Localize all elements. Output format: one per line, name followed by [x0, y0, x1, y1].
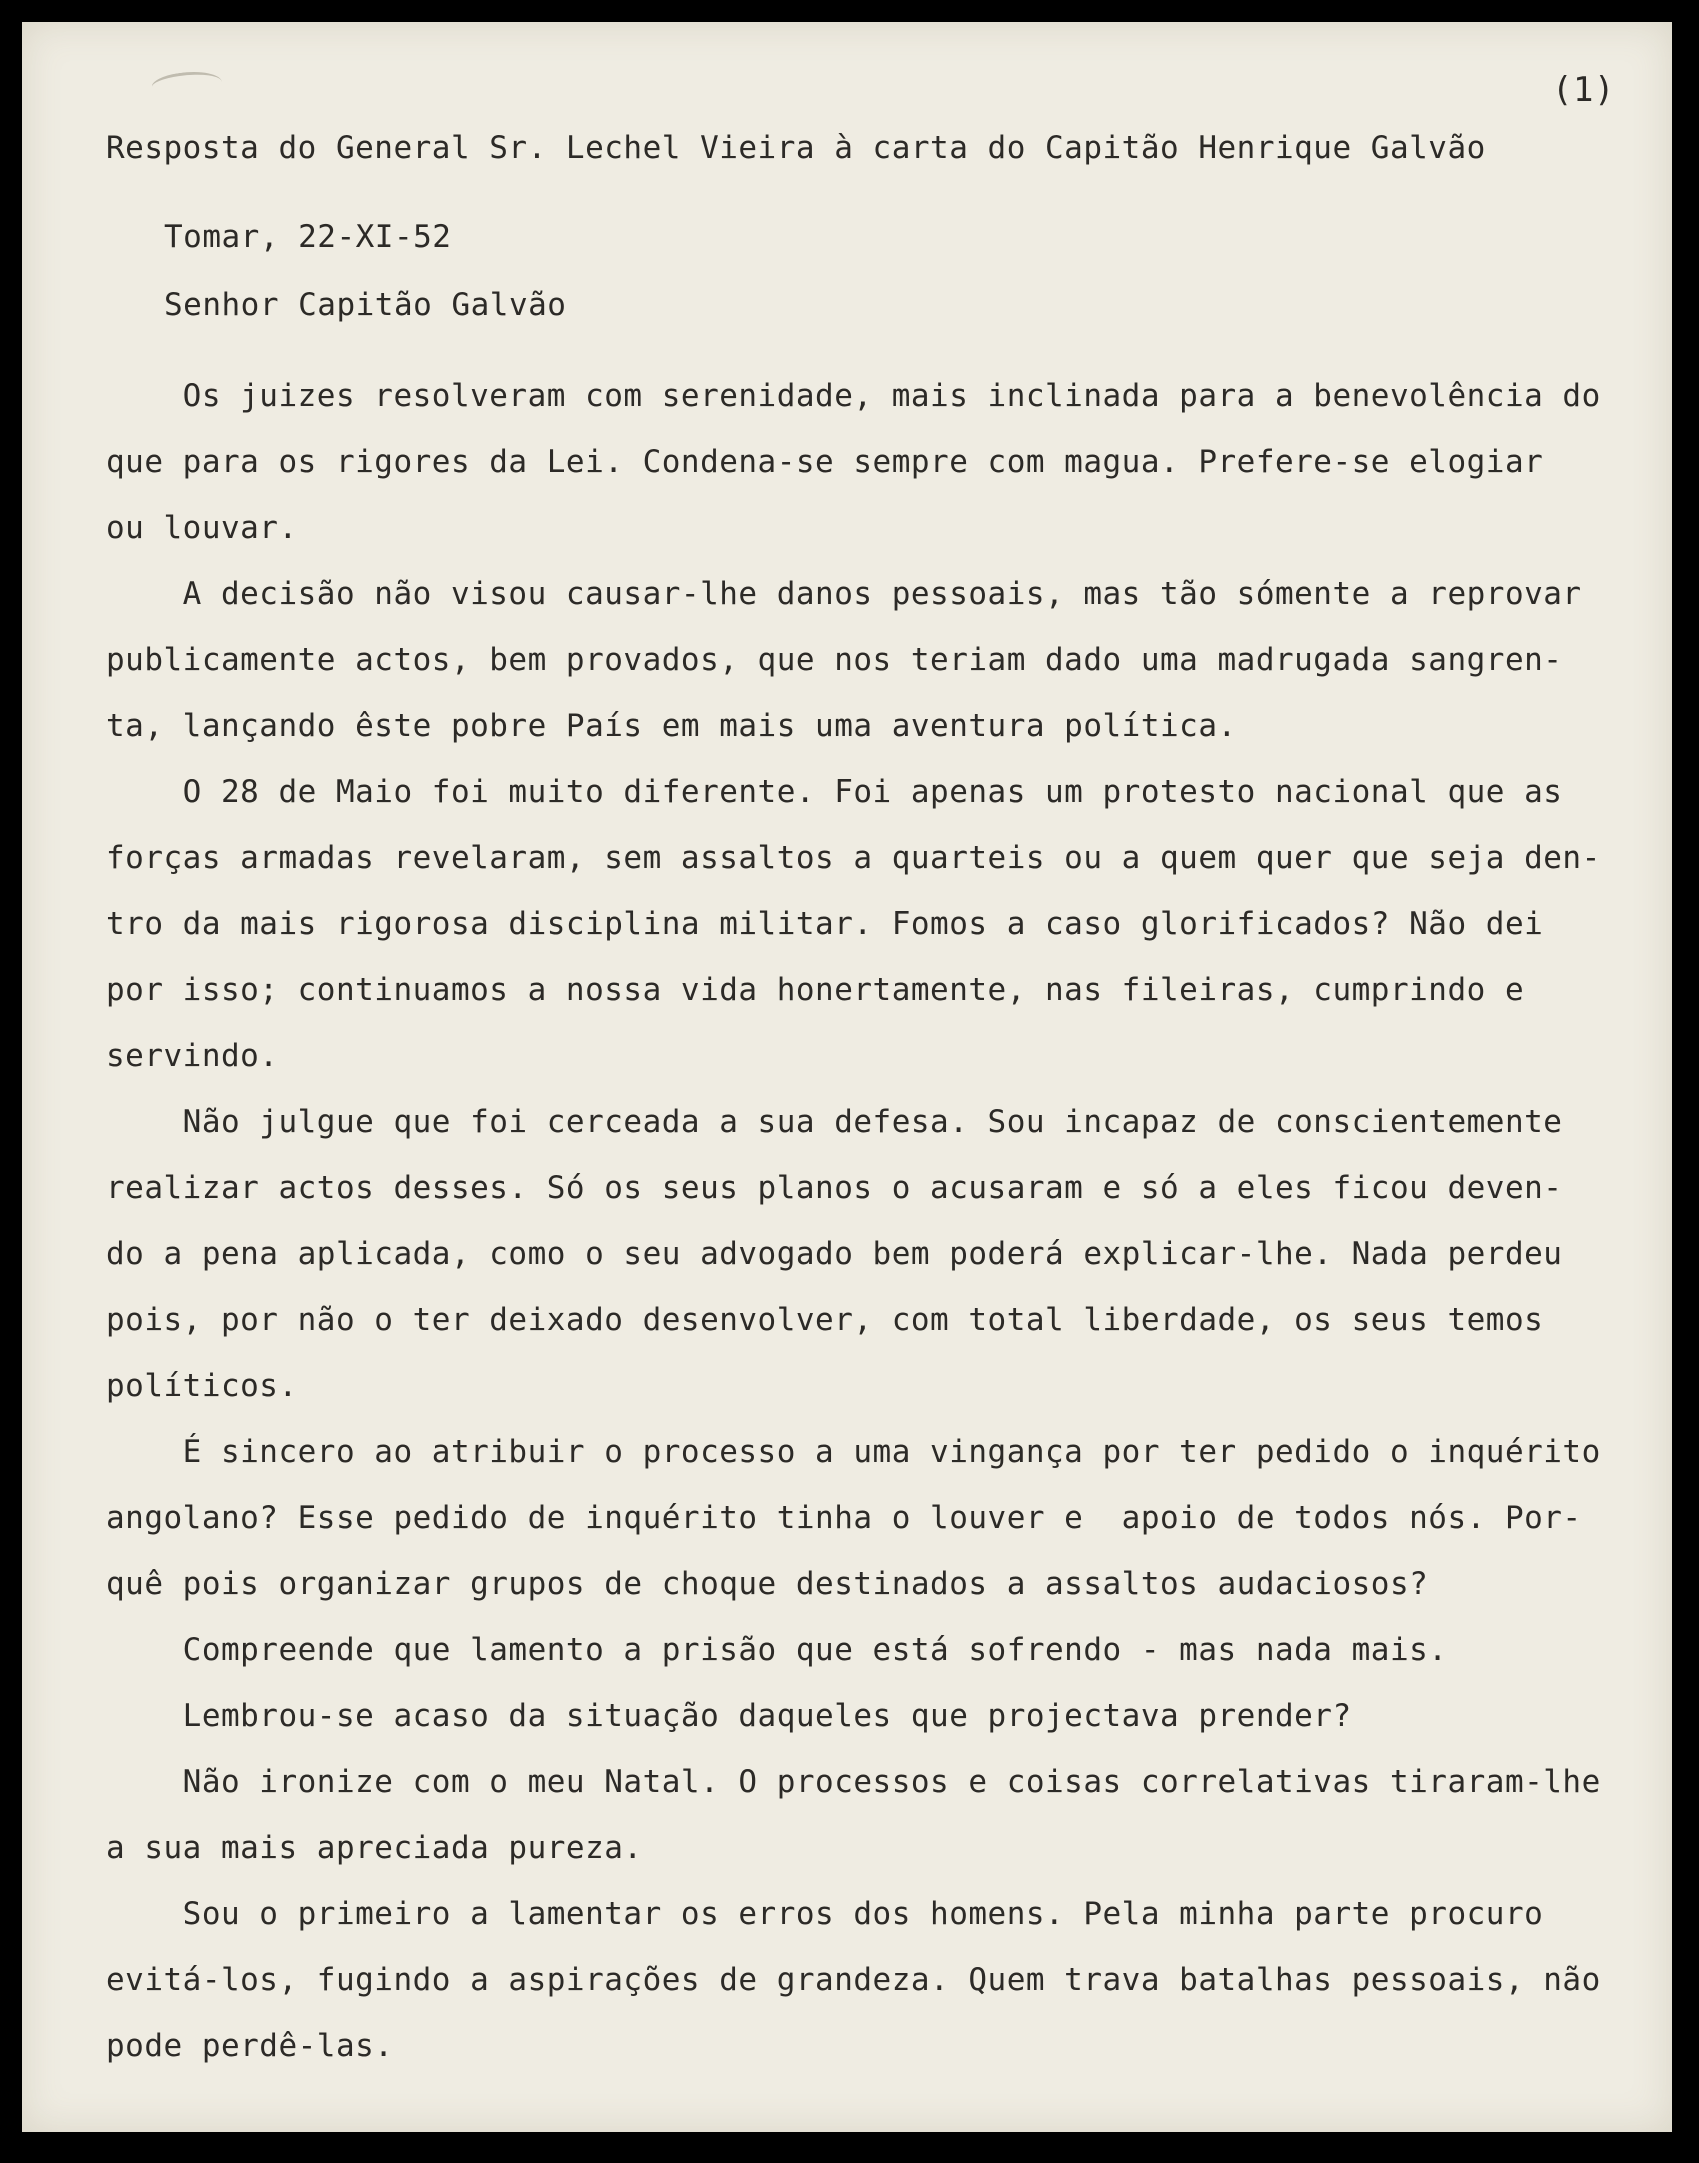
- body-line: Não ironize com o meu Natal. O processos e coisas correlativas tiraram-lhe: [106, 1764, 1601, 1800]
- body-line: pois, por não o ter deixado desenvolver, com total liberdade, os seus temos: [106, 1302, 1544, 1338]
- body-line: realizar actos desses. Só os seus planos o acusaram e só a eles ficou deven-: [106, 1170, 1563, 1206]
- letter-page: [22, 22, 1672, 2132]
- body-line: O 28 de Maio foi muito diferente. Foi apenas um protesto nacional que as: [106, 774, 1563, 810]
- staple-mark: [151, 67, 224, 101]
- body-line: evitá-los, fugindo a aspirações de grandeza. Quem trava batalhas pessoais, não: [106, 1962, 1601, 1998]
- body-line: do a pena aplicada, como o seu advogado bem poderá explicar-lhe. Nada perdeu: [106, 1236, 1563, 1272]
- letter-title: Resposta do General Sr. Lechel Vieira à carta do Capitão Henrique Galvão: [106, 130, 1486, 166]
- body-line: É sincero ao atribuir o processo a uma vingança por ter pedido o inquérito: [106, 1434, 1601, 1470]
- body-line: Compreende que lamento a prisão que está sofrendo - mas nada mais.: [106, 1632, 1448, 1668]
- body-line: a sua mais apreciada pureza.: [106, 1830, 643, 1866]
- body-line: publicamente actos, bem provados, que nos teriam dado uma madrugada sangren-: [106, 642, 1563, 678]
- page-number: (1): [1552, 70, 1615, 110]
- body-line: servindo.: [106, 1038, 279, 1074]
- body-line: tro da mais rigorosa disciplina militar. Fomos a caso glorificados? Não dei: [106, 906, 1544, 942]
- body-line: angolano? Esse pedido de inquérito tinha o louver e apoio de todos nós. Por-: [106, 1500, 1582, 1536]
- body-line: pode perdê-las.: [106, 2028, 394, 2064]
- body-line: A decisão não visou causar-lhe danos pessoais, mas tão sómente a reprovar: [106, 576, 1582, 612]
- body-line: forças armadas revelaram, sem assaltos a quarteis ou a quem quer que seja den-: [106, 840, 1601, 876]
- body-line: ta, lançando êste pobre País em mais uma aventura política.: [106, 708, 1237, 744]
- body-line: por isso; continuamos a nossa vida honertamente, nas fileiras, cumprindo e: [106, 972, 1525, 1008]
- body-line: Sou o primeiro a lamentar os erros dos homens. Pela minha parte procuro: [106, 1896, 1544, 1932]
- body-line: Os juizes resolveram com serenidade, mais inclinada para a benevolência do: [106, 378, 1601, 414]
- body-line: que para os rigores da Lei. Condena-se sempre com magua. Prefere-se elogiar: [106, 444, 1544, 480]
- body-line: Não julgue que foi cerceada a sua defesa. Sou incapaz de conscientemente: [106, 1104, 1563, 1140]
- body-line: políticos.: [106, 1368, 298, 1404]
- body-line: ou louvar.: [106, 510, 298, 546]
- salutation: Senhor Capitão Galvão: [164, 287, 567, 323]
- body-line: quê pois organizar grupos de choque destinados a assaltos audaciosos?: [106, 1566, 1429, 1602]
- place-date: Tomar, 22-XI-52: [164, 219, 452, 255]
- body-line: Lembrou-se acaso da situação daqueles que projectava prender?: [106, 1698, 1352, 1734]
